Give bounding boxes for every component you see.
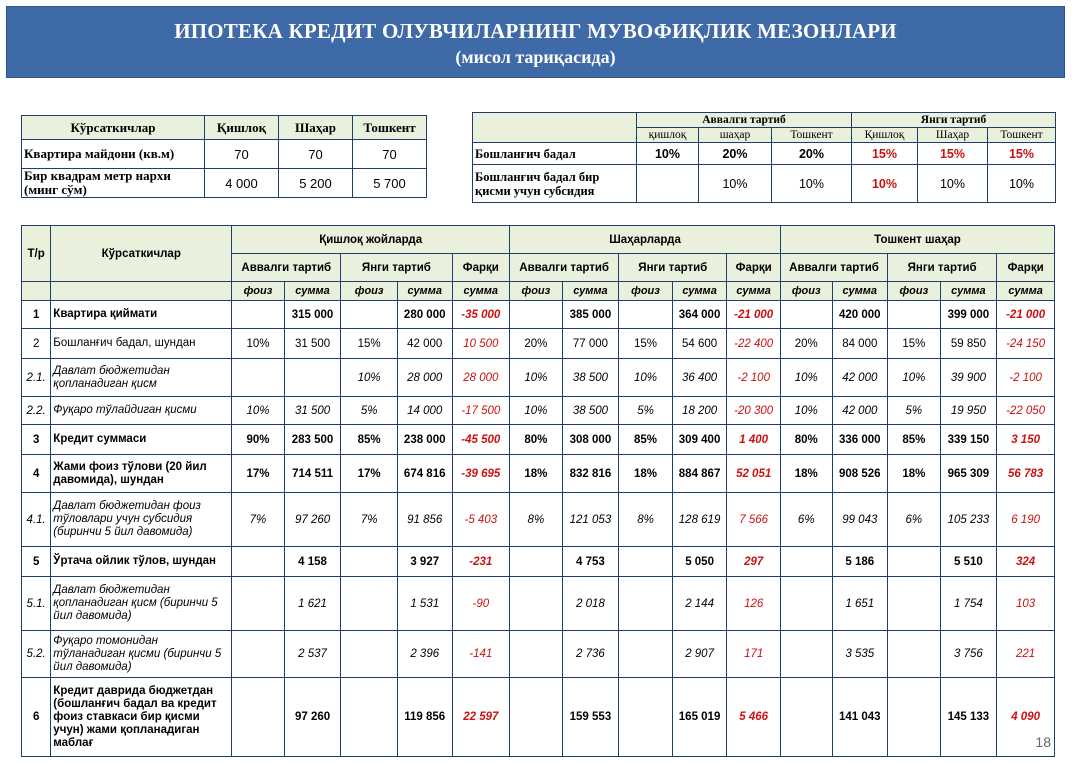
mode-header: Янги тартиб: [619, 254, 727, 282]
cell-value: 339 150: [940, 425, 997, 455]
cell-value: 36 400: [672, 359, 727, 397]
row-label: Ўртача ойлик тўлов, шундан: [51, 547, 232, 577]
sub-header: фоиз: [232, 282, 285, 301]
cell-value: [232, 631, 285, 678]
difference-cell: 5 466: [727, 678, 781, 757]
cell-value: 10%: [510, 359, 563, 397]
difference-cell: 52 051: [727, 455, 781, 493]
cell-value: 18%: [619, 455, 673, 493]
cell-value: 1 531: [397, 577, 452, 631]
cell-value: [510, 577, 563, 631]
cell-value: [341, 577, 398, 631]
cell-value: 85%: [888, 425, 941, 455]
cell-value: 2 144: [672, 577, 727, 631]
table-row: [22, 301, 1055, 329]
cell-value: [510, 678, 563, 757]
row-label: Бошланғич бадал, шундан: [51, 329, 232, 359]
table-row: [22, 678, 1055, 757]
cell-value: [888, 301, 941, 329]
cell-value: 5%: [619, 397, 673, 425]
cell-value: [232, 547, 285, 577]
cell-value: 18%: [510, 455, 563, 493]
cell-value: 336 000: [832, 425, 888, 455]
cell-value: 4 000: [205, 169, 279, 198]
cell-value: 4 753: [562, 547, 619, 577]
row-label: Квартира қиймати: [51, 301, 232, 329]
table-row: [22, 169, 427, 198]
sub-header: сумма: [997, 282, 1055, 301]
difference-cell: -21 000: [727, 301, 781, 329]
cell-value: 10%: [772, 165, 852, 203]
cell-value: [510, 547, 563, 577]
cell-value: 5 700: [353, 169, 427, 198]
header-indicators: Кўрсаткичлар: [51, 226, 232, 282]
cell-value: 884 867: [672, 455, 727, 493]
row-label: Давлат бюджетидан қопланадиган қисм: [51, 359, 232, 397]
region-header: Тошкент шаҳар: [780, 226, 1054, 254]
mode-header: Янги тартиб: [341, 254, 452, 282]
table-row: [22, 577, 1055, 631]
down-payment-table: [472, 112, 1056, 203]
mode-header: Аввалги тартиб: [510, 254, 619, 282]
sub-header: қишлоқ: [637, 128, 699, 143]
cell-value: 283 500: [284, 425, 341, 455]
row-number: 1: [22, 301, 51, 329]
mode-header: Аввалги тартиб: [780, 254, 887, 282]
row-label: Жами фоиз тўлови (20 йил давомида), шундан: [51, 455, 232, 493]
cell-value: 399 000: [940, 301, 997, 329]
sub-header: сумма: [672, 282, 727, 301]
cell-value: 42 000: [397, 329, 452, 359]
page-number: 18: [1035, 734, 1051, 750]
difference-cell: 171: [727, 631, 781, 678]
cell-value: 28 000: [397, 359, 452, 397]
cell-value: 315 000: [284, 301, 341, 329]
cell-value: 8%: [510, 493, 563, 547]
table-row: [22, 455, 1055, 493]
cell-value: 165 019: [672, 678, 727, 757]
cell-value: 10%: [232, 397, 285, 425]
difference-cell: -2 100: [997, 359, 1055, 397]
sub-header: фоиз: [888, 282, 941, 301]
sub-header: фоиз: [341, 282, 398, 301]
cell-value: [780, 678, 832, 757]
cell-value: 5%: [888, 397, 941, 425]
cell-value: 18%: [888, 455, 941, 493]
cell-value: 10%: [232, 329, 285, 359]
cell-value: 18 200: [672, 397, 727, 425]
cell-value: 15%: [852, 143, 918, 165]
sub-header: Қишлоқ: [852, 128, 918, 143]
cell-value: 18%: [780, 455, 832, 493]
difference-cell: -22 050: [997, 397, 1055, 425]
cell-value: 10%: [780, 397, 832, 425]
cell-value: 59 850: [940, 329, 997, 359]
row-label: Бошланғич бадал бир қисми учун субсидия: [473, 165, 637, 203]
cell-value: 308 000: [562, 425, 619, 455]
difference-cell: -39 695: [452, 455, 510, 493]
mode-header: Аввалги тартиб: [232, 254, 341, 282]
mode-header: Фарқи: [997, 254, 1055, 282]
cell-value: 42 000: [832, 359, 888, 397]
cell-value: [341, 301, 398, 329]
difference-cell: 7 566: [727, 493, 781, 547]
cell-value: 4 158: [284, 547, 341, 577]
row-label: Фуқаро тўлайдиган қисми: [51, 397, 232, 425]
cell-value: 3 756: [940, 631, 997, 678]
cell-value: 10%: [619, 359, 673, 397]
header-row-number: Т/р: [22, 226, 51, 282]
table-row: [22, 631, 1055, 678]
cell-value: 6%: [780, 493, 832, 547]
row-number: 2.2.: [22, 397, 51, 425]
cell-value: 2 537: [284, 631, 341, 678]
cell-value: [888, 631, 941, 678]
cell-value: 85%: [341, 425, 398, 455]
table-row: [473, 165, 1056, 203]
cell-value: 5 510: [940, 547, 997, 577]
difference-cell: -231: [452, 547, 510, 577]
difference-cell: -35 000: [452, 301, 510, 329]
cell-value: 674 816: [397, 455, 452, 493]
cell-value: 38 500: [562, 359, 619, 397]
sub-header: Тошкент: [772, 128, 852, 143]
cell-value: 42 000: [832, 397, 888, 425]
cell-value: 1 621: [284, 577, 341, 631]
cell-value: 20%: [780, 329, 832, 359]
row-label: Давлат бюджетидан қопланадиган қисм (биринчи 5 йил давомида): [51, 577, 232, 631]
difference-cell: 6 190: [997, 493, 1055, 547]
sub-header: фоиз: [619, 282, 673, 301]
cell-value: 364 000: [672, 301, 727, 329]
row-label: Бошланғич бадал: [473, 143, 637, 165]
group-new-regime: Янги тартиб: [852, 113, 1056, 128]
difference-cell: 1 400: [727, 425, 781, 455]
page-title: ИПОТЕКА КРЕДИТ ОЛУВЧИЛАРНИНГ МУВОФИҚЛИК МЕЗОНЛАРИ: [174, 19, 897, 43]
cell-value: 2 018: [562, 577, 619, 631]
cell-value: 15%: [988, 143, 1056, 165]
header-indicators: Кўрсаткичлар: [22, 116, 205, 140]
table-row: [22, 547, 1055, 577]
cell-value: 19 950: [940, 397, 997, 425]
cell-value: 280 000: [397, 301, 452, 329]
cell-value: [341, 631, 398, 678]
region-header: Шаҳарларда: [510, 226, 781, 254]
cell-value: 70: [279, 140, 353, 169]
sub-header: сумма: [397, 282, 452, 301]
title-banner: [6, 6, 1065, 78]
cell-value: [284, 359, 341, 397]
cell-value: 15%: [619, 329, 673, 359]
row-label: Давлат бюджетидан фоиз тўловлари учун субсидия (биринчи 5 йил давомида): [51, 493, 232, 547]
cell-value: 90%: [232, 425, 285, 455]
cell-value: [888, 678, 941, 757]
sub-header-blank: [22, 282, 51, 301]
row-number: 5.2.: [22, 631, 51, 678]
cell-value: 10%: [510, 397, 563, 425]
cell-value: 77 000: [562, 329, 619, 359]
cell-value: [780, 301, 832, 329]
cell-value: [780, 577, 832, 631]
cell-value: 8%: [619, 493, 673, 547]
cell-value: [619, 547, 673, 577]
page-subtitle: (мисол тариқасида): [455, 47, 616, 67]
cell-value: 1 754: [940, 577, 997, 631]
row-label: Фуқаро томонидан тўланадиган қисми (биринчи 5 йил давомида): [51, 631, 232, 678]
cell-value: [232, 301, 285, 329]
cell-value: 2 396: [397, 631, 452, 678]
cell-value: 10%: [341, 359, 398, 397]
cell-value: 119 856: [397, 678, 452, 757]
difference-cell: 126: [727, 577, 781, 631]
cell-value: 84 000: [832, 329, 888, 359]
difference-cell: 297: [727, 547, 781, 577]
cell-value: 31 500: [284, 329, 341, 359]
cell-value: 3 535: [832, 631, 888, 678]
cell-value: [510, 631, 563, 678]
sub-header: Шаҳар: [918, 128, 988, 143]
difference-cell: -24 150: [997, 329, 1055, 359]
cell-value: 2 907: [672, 631, 727, 678]
row-number: 4: [22, 455, 51, 493]
sub-header: фоиз: [780, 282, 832, 301]
sub-header: Тошкент: [988, 128, 1056, 143]
cell-value: 5%: [341, 397, 398, 425]
apartment-parameters-table: [21, 115, 427, 198]
cell-value: 99 043: [832, 493, 888, 547]
corner-cell: [473, 113, 637, 143]
row-label: Кредит суммаси: [51, 425, 232, 455]
cell-value: 97 260: [284, 678, 341, 757]
difference-cell: -21 000: [997, 301, 1055, 329]
row-label: Квартира майдони (кв.м): [22, 140, 205, 169]
table-row: [473, 143, 1056, 165]
cell-value: 20%: [699, 143, 772, 165]
cell-value: 7%: [232, 493, 285, 547]
cell-value: 1 651: [832, 577, 888, 631]
cell-value: 420 000: [832, 301, 888, 329]
cell-value: 309 400: [672, 425, 727, 455]
difference-cell: -17 500: [452, 397, 510, 425]
cell-value: 5 200: [279, 169, 353, 198]
comparison-table: [21, 225, 1055, 757]
cell-value: 105 233: [940, 493, 997, 547]
table-row: [22, 140, 427, 169]
cell-value: [510, 301, 563, 329]
cell-value: [619, 678, 673, 757]
cell-value: [232, 577, 285, 631]
cell-value: 2 736: [562, 631, 619, 678]
mode-header: Янги тартиб: [888, 254, 997, 282]
header-village: Қишлоқ: [205, 116, 279, 140]
cell-value: 121 053: [562, 493, 619, 547]
cell-value: [232, 359, 285, 397]
row-number: 2: [22, 329, 51, 359]
cell-value: 85%: [619, 425, 673, 455]
difference-cell: 103: [997, 577, 1055, 631]
cell-value: 10%: [780, 359, 832, 397]
sub-header: фоиз: [510, 282, 563, 301]
difference-cell: 56 783: [997, 455, 1055, 493]
difference-cell: -141: [452, 631, 510, 678]
cell-value: [780, 547, 832, 577]
difference-cell: 22 597: [452, 678, 510, 757]
region-header: Қишлоқ жойларда: [232, 226, 510, 254]
cell-value: 70: [205, 140, 279, 169]
mode-header: Фарқи: [727, 254, 781, 282]
cell-value: 15%: [918, 143, 988, 165]
cell-value: 17%: [341, 455, 398, 493]
cell-value: 7%: [341, 493, 398, 547]
difference-cell: 4 090: [997, 678, 1055, 757]
sub-header: сумма: [727, 282, 781, 301]
row-number: 4.1.: [22, 493, 51, 547]
cell-value: 714 511: [284, 455, 341, 493]
cell-value: 38 500: [562, 397, 619, 425]
cell-value: 97 260: [284, 493, 341, 547]
difference-cell: 221: [997, 631, 1055, 678]
cell-value: [637, 165, 699, 203]
difference-cell: 10 500: [452, 329, 510, 359]
row-label: Бир квадрам метр нархи (минг сўм): [22, 169, 205, 198]
cell-value: 15%: [341, 329, 398, 359]
difference-cell: 324: [997, 547, 1055, 577]
cell-value: 159 553: [562, 678, 619, 757]
difference-cell: -22 400: [727, 329, 781, 359]
row-number: 5: [22, 547, 51, 577]
cell-value: [341, 678, 398, 757]
cell-value: 5 186: [832, 547, 888, 577]
cell-value: 15%: [888, 329, 941, 359]
table-row: [22, 359, 1055, 397]
cell-value: [619, 301, 673, 329]
cell-value: 385 000: [562, 301, 619, 329]
cell-value: [888, 577, 941, 631]
group-old-regime: Аввалги тартиб: [637, 113, 852, 128]
cell-value: 14 000: [397, 397, 452, 425]
cell-value: [232, 678, 285, 757]
row-number: 3: [22, 425, 51, 455]
cell-value: 3 927: [397, 547, 452, 577]
cell-value: 965 309: [940, 455, 997, 493]
cell-value: 70: [353, 140, 427, 169]
cell-value: 54 600: [672, 329, 727, 359]
table-row: [22, 493, 1055, 547]
row-number: 2.1.: [22, 359, 51, 397]
cell-value: 31 500: [284, 397, 341, 425]
cell-value: 10%: [918, 165, 988, 203]
sub-header: сумма: [284, 282, 341, 301]
header-tashkent: Тошкент: [353, 116, 427, 140]
cell-value: 238 000: [397, 425, 452, 455]
row-label: Кредит даврида бюджетдан (бошланғич бадал ва кредит фоиз ставкаси бир қисми учун) жами қопланадиган маблағ: [51, 678, 232, 757]
cell-value: [619, 577, 673, 631]
cell-value: 10%: [637, 143, 699, 165]
sub-header: сумма: [940, 282, 997, 301]
cell-value: [780, 631, 832, 678]
mode-header: Фарқи: [452, 254, 510, 282]
cell-value: 91 856: [397, 493, 452, 547]
cell-value: 5 050: [672, 547, 727, 577]
cell-value: 832 816: [562, 455, 619, 493]
cell-value: 6%: [888, 493, 941, 547]
cell-value: 20%: [772, 143, 852, 165]
difference-cell: -2 100: [727, 359, 781, 397]
table-row: [22, 397, 1055, 425]
row-number: 5.1.: [22, 577, 51, 631]
table-row: [22, 425, 1055, 455]
sub-header: шаҳар: [699, 128, 772, 143]
cell-value: 145 133: [940, 678, 997, 757]
sub-header-blank: [51, 282, 232, 301]
difference-cell: -5 403: [452, 493, 510, 547]
table-row: [22, 329, 1055, 359]
cell-value: 39 900: [940, 359, 997, 397]
difference-cell: 28 000: [452, 359, 510, 397]
cell-value: 17%: [232, 455, 285, 493]
difference-cell: -90: [452, 577, 510, 631]
difference-cell: 3 150: [997, 425, 1055, 455]
difference-cell: -45 500: [452, 425, 510, 455]
cell-value: [619, 631, 673, 678]
cell-value: 141 043: [832, 678, 888, 757]
difference-cell: -20 300: [727, 397, 781, 425]
header-city: Шаҳар: [279, 116, 353, 140]
cell-value: [341, 547, 398, 577]
cell-value: 10%: [888, 359, 941, 397]
cell-value: 10%: [852, 165, 918, 203]
sub-header: сумма: [832, 282, 888, 301]
cell-value: 10%: [988, 165, 1056, 203]
cell-value: 20%: [510, 329, 563, 359]
cell-value: 80%: [510, 425, 563, 455]
sub-header: сумма: [562, 282, 619, 301]
cell-value: 128 619: [672, 493, 727, 547]
sub-header: сумма: [452, 282, 510, 301]
row-number: 6: [22, 678, 51, 757]
cell-value: 80%: [780, 425, 832, 455]
cell-value: 908 526: [832, 455, 888, 493]
cell-value: 10%: [699, 165, 772, 203]
cell-value: [888, 547, 941, 577]
